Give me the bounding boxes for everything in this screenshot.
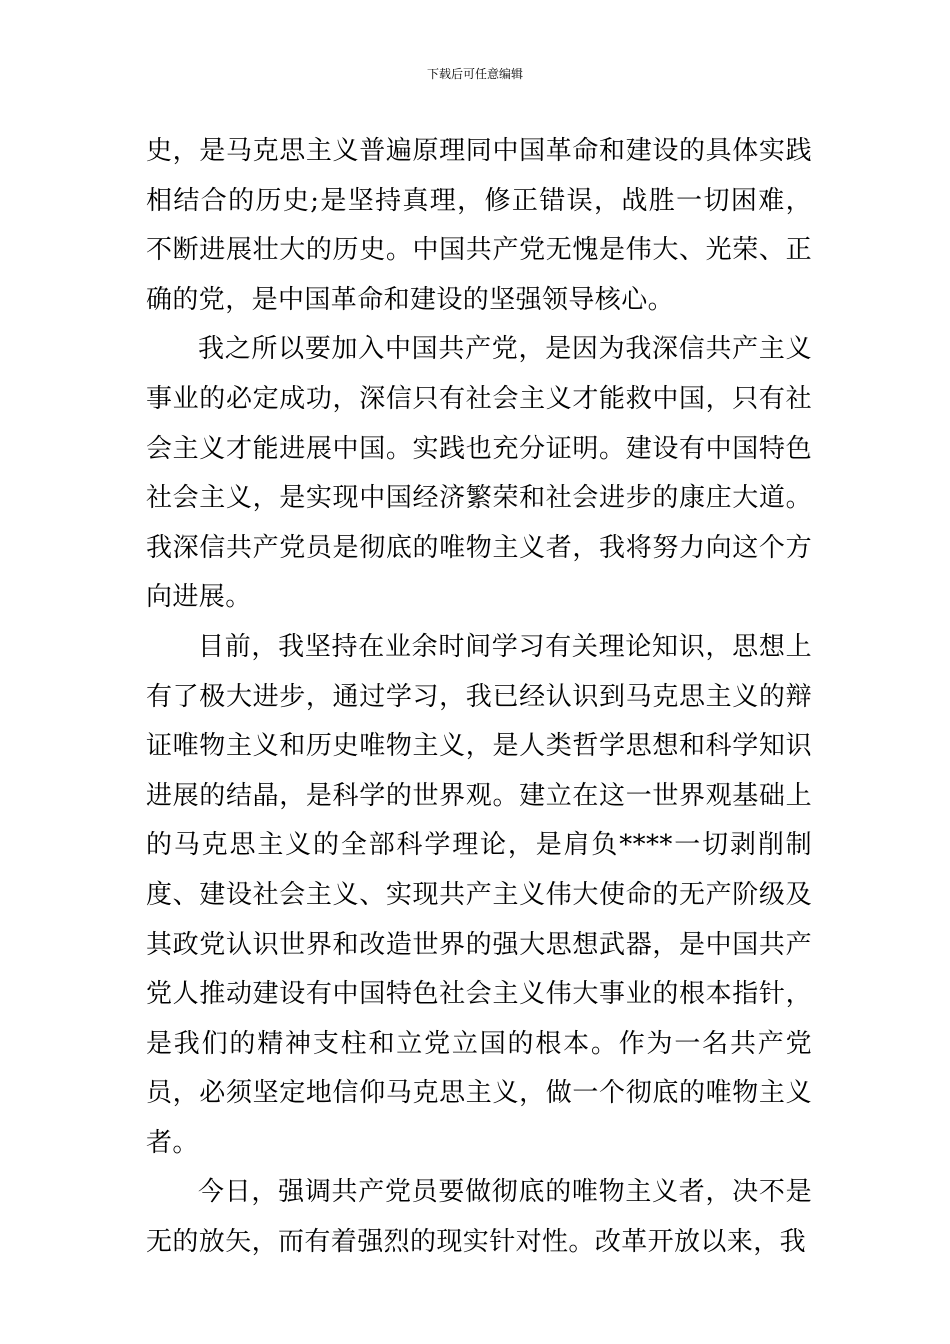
paragraph: 我之所以要加入中国共产党，是因为我深信共产主义事业的必定成功，深信只有社会主义才能救中国，只有社会主义才能进展中国。实践也充分证明。建设有中国特色社会主义，是实现中国经济繁荣和社会进步的康庄大道。我深信共产党员是彻底的唯物主义者，我将努力向这个方向进展。 (146, 334, 812, 613)
paragraph-continued: 史，是马克思主义普遍原理同中国革命和建设的具体实践相结合的历史;是坚持真理，修正错误，战胜一切困难，不断进展壮大的历史。中国共产党无愧是伟大、光荣、正确的党，是中国革命和建设的坚强领导核心。 (146, 136, 812, 315)
page-header: 下载后可任意编辑 (426, 67, 523, 81)
paragraph: 今日，强调共产党员要做彻底的唯物主义者，决不是无的放矢，而有着强烈的现实针对性。改革开放以来，我 (146, 1177, 812, 1258)
document-body (146, 127, 812, 1268)
paragraph: 目前，我坚持在业余时间学习有关理论知识，思想上有了极大进步，通过学习，我已经认识到马克思主义的辩证唯物主义和历史唯物主义，是人类哲学思想和科学知识进展的结晶，是科学的世界观。建立在这一世界观基础上的马克思主义的全部科学理论，是肩负****一切剥削制度、建设社会主义、实现共产主义伟大使命的无产阶级及其政党认识世界和改造世界的强大思想武器，是中国共产党人推动建设有中国特色社会主义伟大事业的根本指针，是我们的精神支柱和立党立国的根本。作为一名共产党员，必须坚定地信仰马克思主义，做一个彻底的唯物主义者。 (146, 631, 812, 1158)
